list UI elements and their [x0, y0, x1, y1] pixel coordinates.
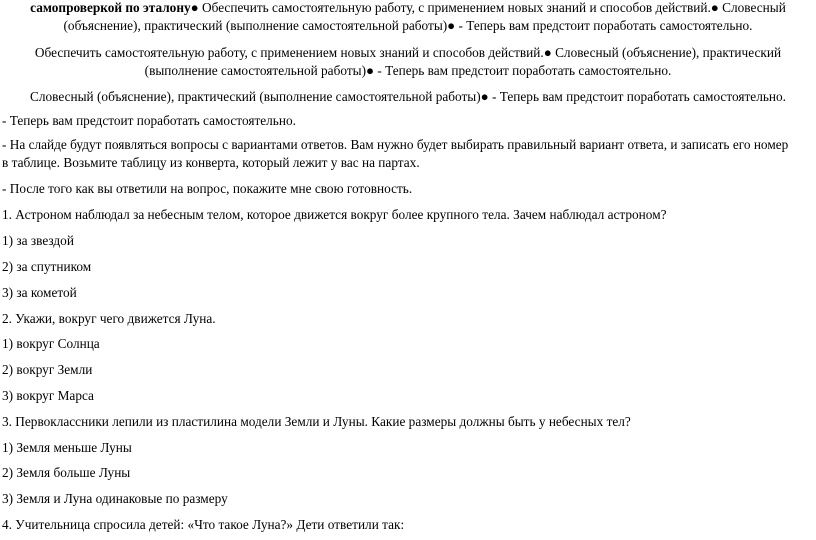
question-1-option-1: 1) за звездой — [2, 233, 74, 248]
paragraph-5-line-1: - На слайде будут появляться вопросы с вариантами ответов. Вам нужно будет выбирать правильный вариант ответа, и записать его номер — [2, 137, 789, 152]
question-2-option-3: 3) вокруг Марса — [2, 388, 94, 403]
question-4: 4. Учительница спросила детей: «Что такое Луна?» Дети ответили так: — [2, 517, 405, 532]
question-2-option-1: 1) вокруг Солнца — [2, 336, 100, 351]
question-3: 3. Первоклассники лепили из пластилина модели Земли и Луны. Какие размеры должны быть у небесных тел? — [2, 414, 631, 429]
question-1: 1. Астроном наблюдал за небесным телом, которое движется вокруг более крупного тела. Зачем наблюдал астроном? — [2, 207, 667, 222]
paragraph-2-line-2: (выполнение самостоятельной работы)● - Теперь вам предстоит поработать самостоятельно. — [144, 63, 672, 78]
question-2-option-2: 2) вокруг Земли — [2, 362, 93, 377]
paragraph-1-text: ● Обеспечить самостоятельную работу, с применением новых знаний и способов действий.● Словесный — [190, 0, 786, 15]
question-3-option-2: 2) Земля больше Луны — [2, 465, 131, 480]
paragraph-2-line-1: Обеспечить самостоятельную работу, с применением новых знаний и способов действий.● Словесный (объяснение), практический — [34, 45, 782, 60]
question-3-option-1: 1) Земля меньше Луны — [2, 440, 132, 455]
bold-lead: самопроверкой по эталону — [30, 0, 191, 15]
question-3-option-3: 3) Земля и Луна одинаковые по размеру — [2, 491, 228, 506]
question-2: 2. Укажи, вокруг чего движется Луна. — [2, 311, 216, 326]
question-1-option-2: 2) за спутником — [2, 259, 92, 274]
paragraph-1-line-2: (объяснение), практический (выполнение самостоятельной работы)● - Теперь вам предстоит поработать самостоятельно. — [63, 18, 753, 33]
paragraph-1-line-1 — [0, 0, 816, 17]
paragraph-6: - После того как вы ответили на вопрос, покажите мне свою готовность. — [2, 181, 413, 196]
question-1-option-3: 3) за кометой — [2, 285, 77, 300]
paragraph-3: Словесный (объяснение), практический (выполнение самостоятельной работы)● - Теперь вам предстоит поработать самостоятельно. — [30, 89, 786, 104]
paragraph-4: - Теперь вам предстоит поработать самостоятельно. — [2, 113, 296, 128]
paragraph-5-line-2: в таблице. Возьмите таблицу из конверта, который лежит у вас на партах. — [2, 155, 420, 170]
